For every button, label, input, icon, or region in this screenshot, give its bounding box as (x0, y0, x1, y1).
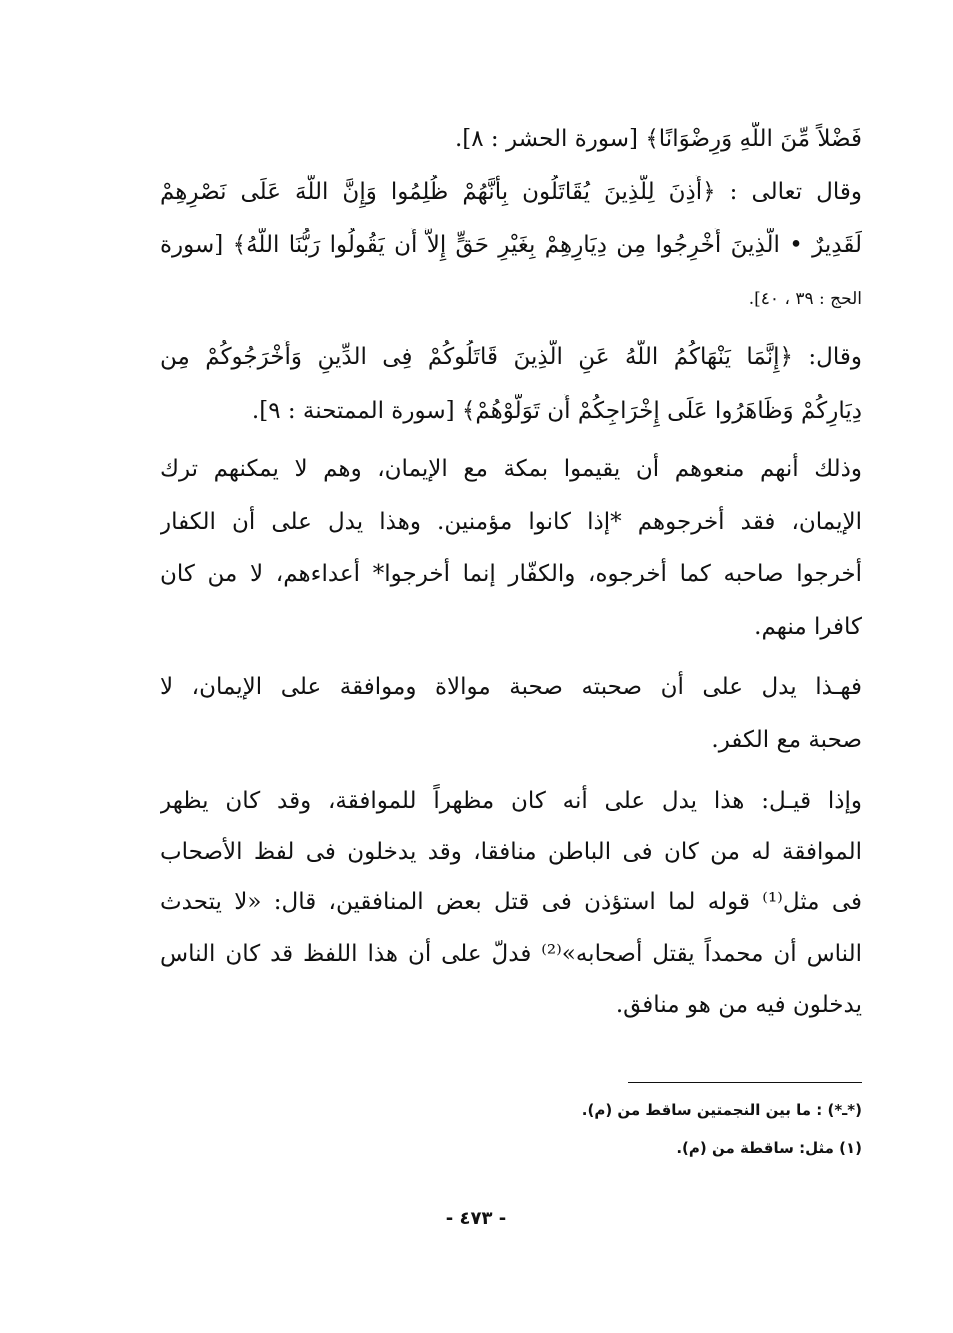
footnote-separator (628, 1082, 862, 1083)
text-line: كافرا منهم. (754, 614, 862, 640)
footnote: (*ـ*) : ما بين النجمتين ساقط من (م). (581, 1101, 862, 1119)
text-line: وقال: ﴿إِنَّمَا يَنْهَاكُمُ اللَّهُ عَنِ الَّذِينَ قَاتَلُوكُمْ فِى الدِّينِ وَأَخْرَجُوكُمْ مِن (160, 344, 862, 370)
text-line: وإذا قيـل: هذا يدل على أنه كان مظهراً للموافقة، وقد كان يظهر (160, 788, 862, 814)
text-line: صحبة مع الكفر. (711, 727, 862, 753)
text-line: الناس أن محمداً يقتل أصحابه»⁽²⁾ فدلّ على أن هذا اللفظ قد كان الناس (160, 941, 862, 967)
text-line: وذلك أنهم منعوهم أن يقيموا بمكة مع الإيمان، وهم لا يمكنهم ترك (160, 456, 862, 482)
text-line: فهـذا يدل على أن صحبته صحبة موالاة وموافقة على الإيمان، لا (160, 674, 862, 700)
text-line: الإيمان، فقد أخرجوهم *إذا كانوا مؤمنين. وهذا يدل على أن الكفار (160, 509, 862, 535)
text-line: الموافقة له من كان فى الباطن منافقا، وقد يدخلون فى لفظ الأصحاب (160, 839, 862, 865)
text-line: الحج : ٣٩ ، ٤٠]. (748, 289, 862, 309)
text-line: أخرجوا صاحبه كما أخرجوه، والكفّار إنما أخرجوا* أعداءهم، لا من كان (160, 561, 862, 587)
text-line: لَقَدِيرٌ • الَّذِينَ أُخْرِجُوا مِن دِيَارِهِمْ بِغَيْرِ حَقٍّ إِلاَّ أَن يَقُولُوا رَبُّنَا اللَّهُ﴾ [سورة (160, 232, 862, 258)
text-line: فى مثل⁽¹⁾ قوله لما استؤذن فى قتل بعض المنافقين، قال: «لا يتحدث (160, 889, 862, 915)
text-line: فَضْلاً مِّنَ اللَّهِ وَرِضْوَانًا﴾ [سورة الحشر : ٨]. (454, 126, 862, 152)
text-line: دِيَارِكُمْ وَظَاهَرُوا عَلَى إِخْرَاجِكُمْ أَن تَوَلَّوْهُمْ﴾ [سورة الممتحنة : ٩]. (251, 398, 862, 424)
text-line: يدخلون فيه من هو منافق. (615, 992, 862, 1018)
text-line: وقال تعالى : ﴿أُذِنَ لِلَّذِينَ يُقَاتَلُون بِأَنَّهُمْ ظُلِمُوا وَإِنَّ اللَّهَ عَلَى نَصْرِهِمْ (160, 179, 862, 205)
page-number: - ٤٧٣ - (445, 1208, 507, 1229)
footnote: (١) مثل: ساقطة من (م). (676, 1139, 862, 1157)
